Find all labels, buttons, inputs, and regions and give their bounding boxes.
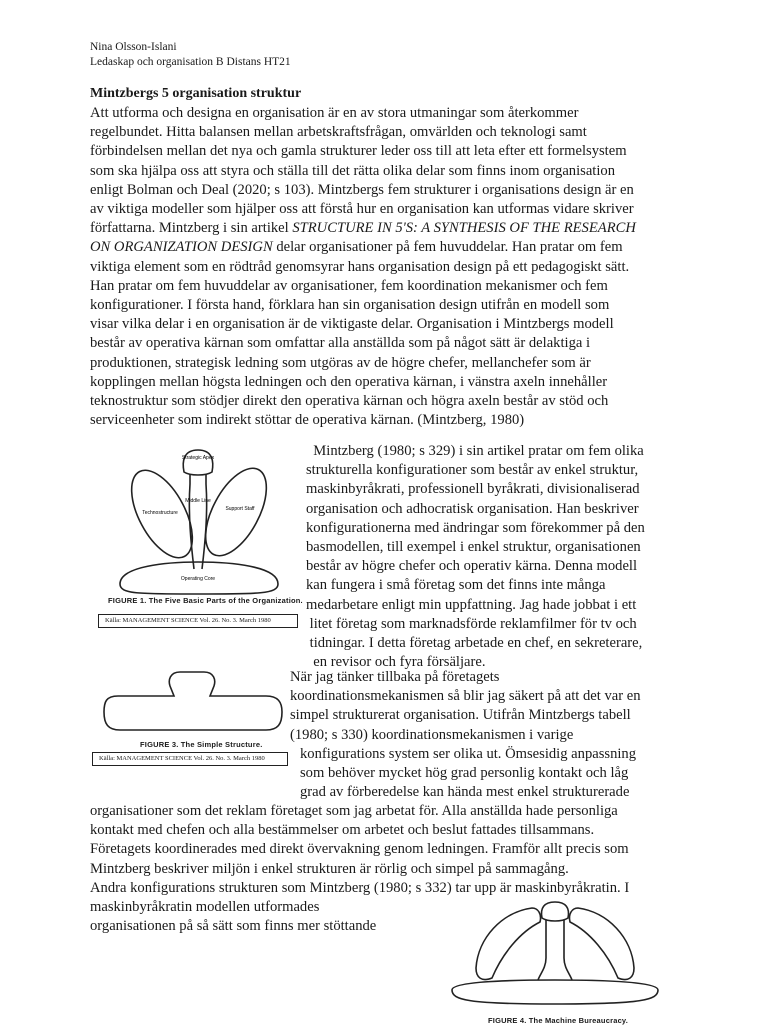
strategic-apex-shape [183,450,213,475]
intro-line: viktiga element som en rödtråd genomsyrar hans organisation design på ett pedagogiskt sätt. [90,258,630,275]
mb-technostructure-shape [476,908,541,980]
figure1-source: Källa: MANAGEMENT SCIENCE Vol. 26. No. 3. March 1980 [98,614,298,628]
paragraph-line: Mintzberg beskriver miljön i enkel strukturen är rörlig och simpel på sammagång. [90,860,569,877]
figure-five-basic-parts [98,444,302,612]
label-technostructure: Technostructure [142,510,178,516]
intro-line: som ska hjälpa oss att styra och ställa till det rätta olika delar som finns inom organisation [90,162,616,179]
paragraph-line: en revisor och fyra försäljare. [306,654,486,671]
paragraph-line: koordinationsmekanismen så blir jag säkert på att det var en [290,688,641,705]
paragraph-line: kontakt med chefen och alla bestämmelser om arbetet och beslut fattades tillsammans. [90,822,595,839]
intro-line: består av operativa kärnan som omfattar alla anställda som på något sätt är delaktiga i [90,335,591,352]
intro-line: kopplingen mellan högsta ledningen och den operativa kärnan, i vänstra axeln innehåller [90,373,608,390]
paragraph-line: basmodellen, till exempel i enkel struktur, organisationen [306,539,641,556]
paragraph-five-configurations [306,442,645,672]
paragraph-line: (1980; s 330) koordinationsmekanismen i varige [290,726,574,743]
intro-line: teknostruktur som stödjer direkt den operativa kärnan och högra axeln består av stöd och [90,393,609,410]
figure1-caption: FIGURE 1. The Five Basic Parts of the Organization. [108,596,303,605]
paragraph-coordination-full [90,802,629,879]
intro-line: serviceenheter som indirekt stöttar de operativa kärnan. (Mintzberg, 1980) [90,412,525,429]
intro-line: av viktiga modeller som hjälper oss att förstå hur en organisation kan utformas vidare skriver [90,201,634,218]
figure3-caption: FIGURE 3. The Simple Structure. [140,740,263,749]
paragraph-line: organisationen på så sätt som finns mer stöttande [90,918,377,935]
paragraph-line: strukturella konfigurationer som består av enkel struktur, [306,462,639,479]
mb-support-staff-shape [569,908,634,980]
paragraph-line: Mintzberg (1980; s 329) i sin artikel pratar om fem olika [306,443,644,459]
paragraph-line: konfigurations system ser olika ut. Ömsesidig anpassning [300,746,637,762]
paragraph-line: består av högre chefer och operativ kärna. Denna modell [306,558,638,575]
intro-line: visar vilka delar i en organisation är de viktigaste delar. Organisation i Mintzbergs modell [90,316,614,333]
mb-middle-line-shape [538,920,572,980]
paragraph-line: kan fungera i små företag som det finns inte många [306,577,606,594]
mb-apex-shape [542,902,569,921]
intro-line: förbindelsen mellan det nya och gamla strukturer leder oss till att leta efter ett formelsystem [90,143,627,160]
intro-line: författarna. Mintzberg i sin artikel STRUCTURE IN 5'S: A SYNTHESIS OF THE RESEARCH [90,220,636,237]
intro-line: konfigurationer. I första hand, förklara han sin organisation design utifrån en modell som [90,297,610,314]
label-support-staff: Support Staff [225,506,255,512]
intro-line: regelbundet. Hitta balansen mellan arbetskraftsfrågan, omvärlden och teknologi samt [90,124,587,141]
paragraph-line: organisationer som det reklam företaget som jag arbetat för. Alla anställda hade personliga [90,803,618,819]
paragraph-line: maskinbyråkratin modellen utformades [90,899,320,916]
paragraph-line: organisation och adhocratisk organisation. Han beskriver [306,500,639,517]
figure4-caption: FIGURE 4. The Machine Bureaucracy. [488,1016,629,1025]
intro-paragraph [90,104,680,430]
paragraph-line: Andra konfigurations strukturen som Mintzberg (1980; s 332) tar upp är maskinbyråkratin. I [90,880,630,896]
author-name: Nina Olsson-Islani [90,41,177,53]
intro-line: enligt Bolman och Deal (2020; s 103). Mintzbergs fem strukturer i organisations design är en [90,181,634,198]
intro-line: Att utforma och designa en organisation är en av stora utmaningar som återkommer [90,105,579,121]
machine-bureaucracy-diagram [442,898,668,1012]
intro-line: ON ORGANIZATION DESIGN delar organisationer på fem huvuddelar. Han pratar om fem [90,239,623,256]
mb-operating-core-shape [452,980,658,1004]
paragraph-coordination-top [290,668,641,745]
paragraph-line: simpel strukturerat organisation. Utifrån Mintzbergs tabell [290,707,631,724]
paragraph-line: som behöver mycket hög grad personlig kontakt och låg [300,765,629,782]
paragraph-line: medarbetare enligt min uppfattning. Jag hade jobbat i ett [306,596,637,613]
figure-simple-structure [100,668,284,738]
simple-structure-diagram [100,668,284,738]
paragraph-line: Företagets koordinerades med direkt övervakning genom ledningen. Framför allt precis som [90,841,629,858]
course-name: Ledaskap och organisation B Distans HT21 [90,56,291,68]
paragraph-line: maskinbyråkrati, professionell byråkrati, divisionaliserad [306,481,640,498]
label-middle-line: Middle Line [185,498,211,504]
figure-machine-bureaucracy [442,898,668,1012]
five-parts-diagram [98,444,302,612]
label-operating-core: Operating Core [180,576,216,582]
paragraph-coordination-mid [300,745,636,803]
paragraph-line: grad av förberedelse kan hända mest enkel strukturerade [300,784,630,801]
paragraph-line: När jag tänker tillbaka på företagets [290,669,500,685]
figure3-source: Källa: MANAGEMENT SCIENCE Vol. 26. No. 3. March 1980 [92,752,288,766]
label-strategic-apex: Strategic Apex [181,455,215,461]
intro-line: produktionen, strategisk ledning som utgöras av de högre chefer, mellanchefer som är [90,354,591,371]
intro-line: Han pratar om fem huvuddelar av organisationer, fem koordination mekanismer och fem [90,277,608,294]
paragraph-line: tidningar. I detta företag arbetade en chef, en sekreterare, [306,635,643,652]
paragraph-line: litet företag som marknadsförde reklamfilmer för tv och [306,615,637,632]
document-title: Mintzbergs 5 organisation struktur [90,86,302,101]
simple-structure-shape [104,672,282,730]
middle-line-shape [189,474,206,569]
paragraph-line: konfigurationerna med ändringar som förekommer på den [306,519,645,536]
